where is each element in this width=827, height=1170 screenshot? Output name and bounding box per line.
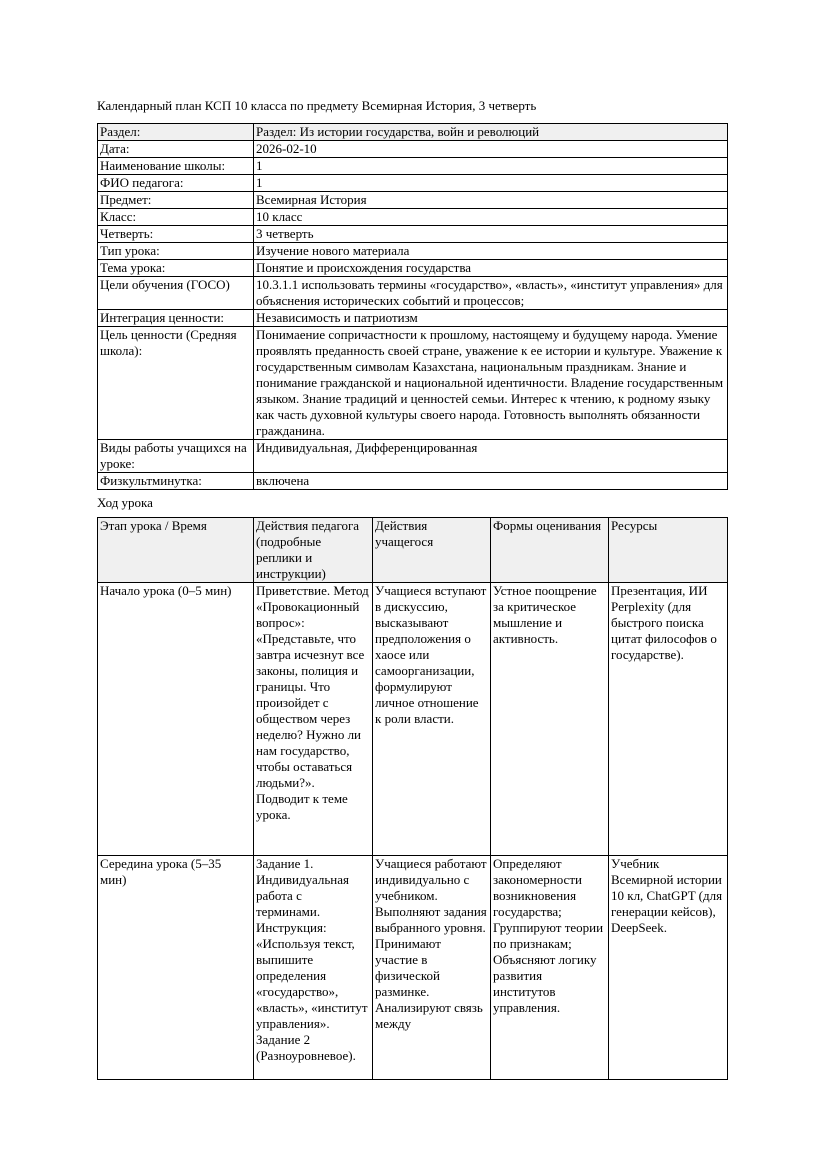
assessment-cell: Устное поощрение за критическое мышление и активность.: [491, 583, 609, 856]
info-value: Индивидуальная, Дифференцированная: [254, 440, 728, 473]
lesson-table-header-row: [98, 518, 728, 583]
info-label: Дата:: [98, 141, 254, 158]
column-header-assessment: Формы оценивания: [491, 518, 609, 583]
info-row-phys-minute: [98, 473, 728, 490]
info-row-lesson-type: [98, 243, 728, 260]
info-row-work-types: [98, 440, 728, 473]
info-label: ФИО педагога:: [98, 175, 254, 192]
lesson-row-middle: [98, 856, 728, 1080]
info-label: Тип урока:: [98, 243, 254, 260]
info-label: Виды работы учащихся на уроке:: [98, 440, 254, 473]
stage-cell: Середина урока (5–35 мин): [98, 856, 254, 1080]
column-header-resources: Ресурсы: [609, 518, 728, 583]
info-value: Понимаение сопричастности к прошлому, настоящему и будущему народа. Умение проявлять преданность своей стране, уважение к ее истории и культуре. Уважение к государственным символам Казахстана, национальным праздникам. Знание и понимание гражданской и национальной идентичности. Владение государственным языком. Знание традиций и ценностей семьи. Интерес к чтению, к родному языку как часть духовной культуры своего народа. Готовность выполнять обязанности гражданина.: [254, 327, 728, 440]
lesson-info-table: [97, 123, 728, 490]
info-row-school: [98, 158, 728, 175]
teacher-actions-cell: Приветствие. Метод «Провокационный вопрос»: «Представьте, что завтра исчезнут все законы, полиция и границы. Что произойдет с обществом через неделю? Нужно ли нам государство, чтобы оставаться людьми?». Подводит к теме урока.: [254, 583, 373, 856]
lesson-row-start: [98, 583, 728, 856]
info-row-subject: [98, 192, 728, 209]
info-row-lesson-topic: [98, 260, 728, 277]
info-label: Интеграция ценности:: [98, 310, 254, 327]
info-row-values-integration: [98, 310, 728, 327]
info-value: включена: [254, 473, 728, 490]
info-label: Цели обучения (ГОСО): [98, 277, 254, 310]
stage-cell: Начало урока (0–5 мин): [98, 583, 254, 856]
resources-cell: Учебник Всемирной истории 10 кл, ChatGPT (для генерации кейсов), DeepSeek.: [609, 856, 728, 1080]
column-header-student-actions: Действия учащегося: [373, 518, 491, 583]
document-title: Календарный план КСП 10 класса по предмету Всемирная История, 3 четверть: [97, 98, 537, 113]
info-label: Класс:: [98, 209, 254, 226]
info-value: 1: [254, 175, 728, 192]
info-row-quarter: [98, 226, 728, 243]
info-value: Раздел: Из истории государства, войн и революций: [254, 124, 728, 141]
info-row-class: [98, 209, 728, 226]
info-value: 2026-02-10: [254, 141, 728, 158]
info-row-values-goal: [98, 327, 728, 440]
info-value: Понятие и происхождения государства: [254, 260, 728, 277]
info-label: Наименование школы:: [98, 158, 254, 175]
info-label: Четверть:: [98, 226, 254, 243]
teacher-actions-cell: Задание 1. Индивидуальная работа с терминами. Инструкция: «Используя текст, выпишите определения «государство», «власть», «институт управления». Задание 2 (Разноуровневое).: [254, 856, 373, 1080]
info-label: Предмет:: [98, 192, 254, 209]
lesson-plan-table: [97, 517, 728, 1080]
info-row-data: [98, 141, 728, 158]
info-value: 10 класс: [254, 209, 728, 226]
column-header-stage: Этап урока / Время: [98, 518, 254, 583]
document-content: [97, 98, 727, 1080]
info-label: Тема урока:: [98, 260, 254, 277]
info-label: Раздел:: [98, 124, 254, 141]
info-value: 10.3.1.1 использовать термины «государство», «власть», «институт управления» для объяснения исторических событий и процессов;: [254, 277, 728, 310]
section-heading-course: Ход урока: [97, 495, 153, 510]
info-label: Физкультминутка:: [98, 473, 254, 490]
assessment-cell: Определяют закономерности возникновения государства; Группируют теории по признакам; Объясняют логику развития институтов управления.: [491, 856, 609, 1080]
info-value: Независимость и патриотизм: [254, 310, 728, 327]
info-value: 1: [254, 158, 728, 175]
info-row-razdel: [98, 124, 728, 141]
resources-cell: Презентация, ИИ Perplexity (для быстрого поиска цитат философов о государстве).: [609, 583, 728, 856]
student-actions-cell: Учащиеся вступают в дискуссию, высказывают предположения о хаосе или самоорганизации, формулируют личное отношение к роли власти.: [373, 583, 491, 856]
info-value: 3 четверть: [254, 226, 728, 243]
info-row-teacher: [98, 175, 728, 192]
info-label: Цель ценности (Средняя школа):: [98, 327, 254, 440]
info-value: Всемирная История: [254, 192, 728, 209]
info-row-goals: [98, 277, 728, 310]
column-header-teacher-actions: Действия педагога (подробные реплики и инструкции): [254, 518, 373, 583]
info-value: Изучение нового материала: [254, 243, 728, 260]
student-actions-cell: Учащиеся работают индивидуально с учебником. Выполняют задания выбранного уровня. Принимают участие в физической разминке. Анализируют связь между: [373, 856, 491, 1080]
